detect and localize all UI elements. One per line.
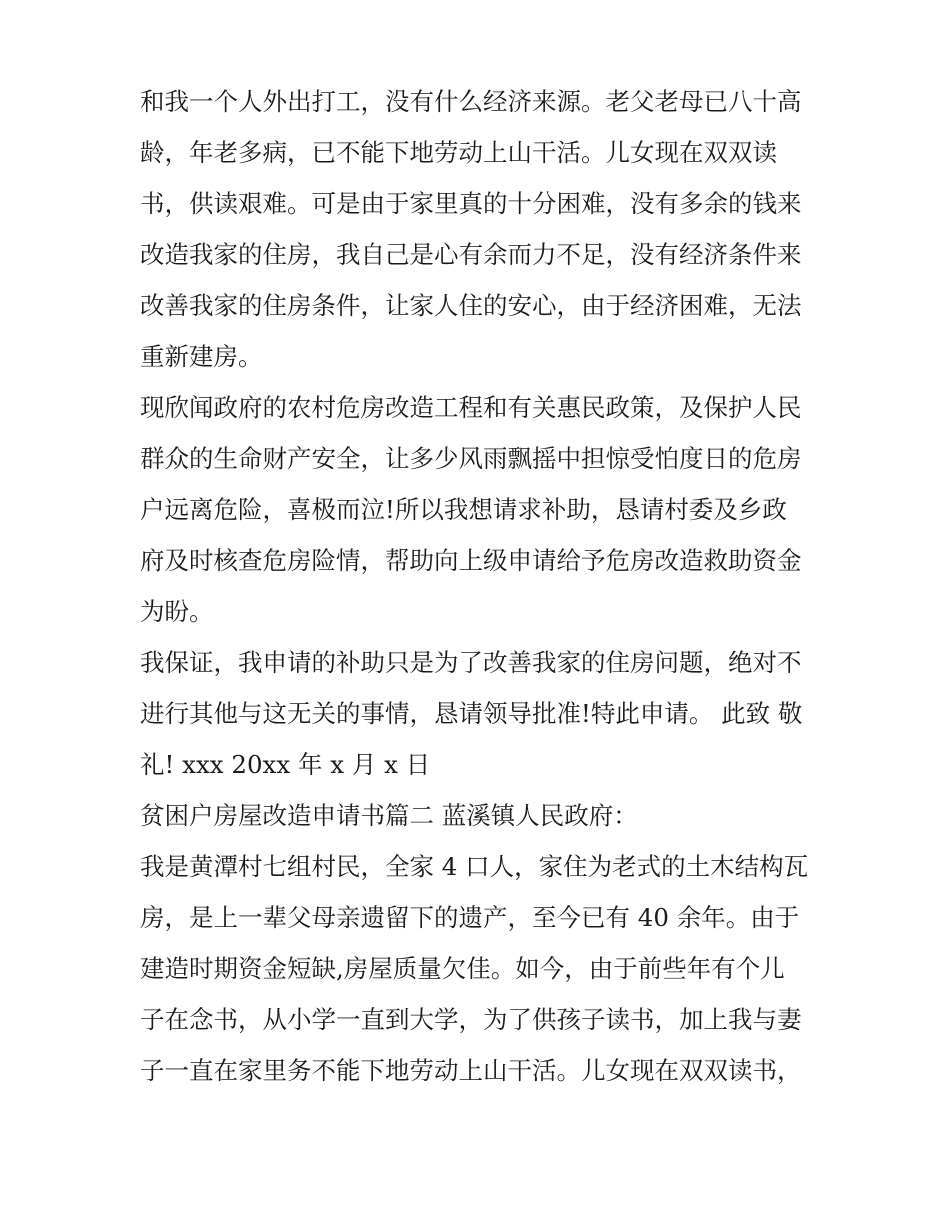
text-line: 府及时核查危房险情，帮助向上级申请给予危房改造救助资金 — [140, 546, 802, 575]
document-body — [140, 76, 820, 1096]
text-line: 改造我家的住房，我自己是心有余而力不足，没有经济条件来 — [140, 240, 802, 269]
text-line: 我是黄潭村七组村民，全家 4 口人，家住为老式的土木结构瓦 — [140, 852, 809, 881]
text-line: 礼! xxx 20xx 年 x 月 x 日 — [140, 750, 431, 779]
text-line: 子在念书，从小学一直到大学，为了供孩子读书，加上我与妻 — [140, 1005, 802, 1034]
text-line: 改善我家的住房条件，让家人住的安心，由于经济困难，无法 — [140, 291, 802, 320]
section-heading: 贫困户房屋改造申请书篇二 蓝溪镇人民政府： — [140, 801, 638, 830]
text-line: 重新建房。 — [140, 342, 263, 371]
text-line: 现欣闻政府的农村危房改造工程和有关惠民政策，及保护人民 — [140, 393, 802, 422]
text-line: 建造时期资金短缺,房屋质量欠佳。如今，由于前些年有个儿 — [140, 954, 785, 983]
text-line: 和我一个人外出打工，没有什么经济来源。老父老母已八十高 — [140, 87, 802, 116]
text-line: 户远离危险，喜极而泣!所以我想请求补助，恳请村委及乡政 — [140, 495, 787, 524]
text-line: 群众的生命财产安全，让多少风雨飘摇中担惊受怕度日的危房 — [140, 444, 802, 473]
text-line: 房，是上一辈父母亲遗留下的遗产，至今已有 40 余年。由于 — [140, 903, 800, 932]
text-line: 龄，年老多病，已不能下地劳动上山干活。儿女现在双双读 — [140, 138, 777, 167]
text-line: 我保证，我申请的补助只是为了改善我家的住房问题，绝对不 — [140, 648, 802, 677]
text-line: 书，供读艰难。可是由于家里真的十分困难，没有多余的钱来 — [140, 189, 802, 218]
text-line: 子一直在家里务不能下地劳动上山干活。儿女现在双双读书， — [140, 1056, 802, 1085]
text-line: 为盼。 — [140, 597, 214, 626]
text-line: 进行其他与这无关的事情，恳请领导批准!特此申请。 此致 敬 — [140, 699, 803, 728]
